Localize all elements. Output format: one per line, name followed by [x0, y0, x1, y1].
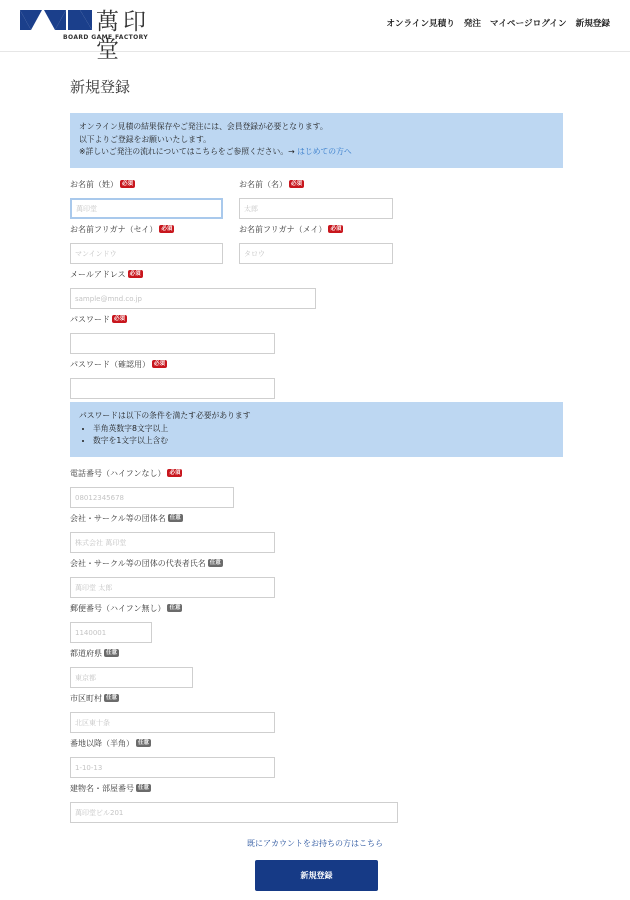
- phone-label: 電話番号（ハイフンなし）: [70, 468, 166, 478]
- page-title: 新規登録: [70, 78, 131, 96]
- optional-badge: 任意: [138, 740, 150, 746]
- building-input[interactable]: [70, 802, 398, 823]
- existing-account-link[interactable]: 既にアカウントをお持ちの方はこちら: [247, 839, 383, 848]
- password-input[interactable]: [70, 333, 275, 354]
- company-label: 会社・サークル等の団体名: [70, 513, 166, 523]
- email-label: メールアドレス: [70, 269, 126, 279]
- required-badge: 必須: [161, 226, 173, 232]
- address-input[interactable]: [70, 757, 275, 778]
- optional-badge: 任意: [106, 650, 118, 656]
- logo[interactable]: [20, 8, 170, 63]
- prefecture-input[interactable]: [70, 667, 193, 688]
- password-rules-title: パスワードは以下の条件を満たす必要があります: [79, 411, 251, 420]
- password-confirm-input[interactable]: [70, 378, 275, 399]
- email-input[interactable]: [70, 288, 316, 309]
- required-badge: 必須: [330, 226, 342, 232]
- city-group: [70, 692, 275, 733]
- phone-group: [70, 467, 234, 508]
- last-name-label: お名前（姓）: [70, 179, 118, 189]
- email-group: [70, 268, 316, 309]
- representative-label: 会社・サークル等の団体の代表者氏名: [70, 558, 206, 568]
- last-name-group: [70, 178, 223, 219]
- info-line-2: 以下よりご登録をお願いいたします。: [79, 134, 211, 144]
- logo-kanji: 萬印堂: [96, 9, 150, 63]
- prefecture-group: [70, 647, 193, 688]
- first-name-input[interactable]: [239, 198, 393, 219]
- nav-register[interactable]: 新規登録: [575, 19, 610, 29]
- password-rule: • 数字を1文字以上含む: [93, 435, 554, 448]
- last-kana-label: お名前フリガナ（セイ）: [70, 224, 158, 234]
- city-input[interactable]: [70, 712, 275, 733]
- last-kana-input[interactable]: [70, 243, 223, 264]
- first-kana-label: お名前フリガナ（メイ）: [239, 224, 327, 234]
- info-line-1: オンライン見積の結果保存やご発注には、会員登録が必要となります。: [79, 122, 328, 131]
- site-header: [0, 0, 630, 63]
- first-time-guide-link[interactable]: はじめての方へ: [297, 147, 352, 156]
- postal-input[interactable]: [70, 622, 152, 643]
- company-group: [70, 512, 275, 553]
- phone-input[interactable]: [70, 487, 234, 508]
- first-name-group: [239, 178, 393, 219]
- postal-label: 郵便番号（ハイフン無し）: [70, 603, 166, 613]
- address-label: 番地以降（半角）: [70, 738, 134, 748]
- register-submit-button[interactable]: 新規登録: [255, 860, 378, 891]
- building-label: 建物名・部屋番号: [70, 783, 134, 793]
- building-group: [70, 782, 398, 823]
- last-kana-group: [70, 223, 223, 264]
- first-kana-input[interactable]: [239, 243, 393, 264]
- optional-badge: 任意: [209, 560, 221, 566]
- registration-info-box: [70, 113, 563, 168]
- last-name-input[interactable]: [70, 198, 223, 219]
- required-badge: 必須: [169, 470, 181, 476]
- nav-mypage-login[interactable]: マイページログイン: [490, 19, 567, 29]
- first-name-label: お名前（名）: [239, 179, 287, 189]
- required-badge: 必須: [291, 181, 303, 187]
- nav-order[interactable]: 発注: [463, 19, 482, 29]
- company-input[interactable]: [70, 532, 275, 553]
- representative-input[interactable]: [70, 577, 275, 598]
- password-label: パスワード: [70, 314, 110, 324]
- optional-badge: 任意: [169, 515, 181, 521]
- required-badge: 必須: [114, 316, 126, 322]
- info-line-3: [79, 146, 554, 159]
- address-group: [70, 737, 275, 778]
- password-rule: • 半角英数字8文字以上: [93, 423, 554, 436]
- representative-group: [70, 557, 275, 598]
- logo-mark-icon: [20, 8, 92, 32]
- password-confirm-group: [70, 358, 275, 399]
- main-nav: [377, 17, 610, 29]
- password-rules-list: [79, 423, 554, 448]
- required-badge: 必須: [129, 271, 141, 277]
- optional-badge: 任意: [169, 605, 181, 611]
- first-kana-group: [239, 223, 393, 264]
- login-link-wrap: [0, 838, 630, 849]
- optional-badge: 任意: [138, 785, 150, 791]
- password-group: [70, 313, 275, 354]
- prefecture-label: 都道府県: [70, 648, 102, 658]
- nav-online-quote[interactable]: オンライン見積り: [386, 19, 455, 29]
- password-rules-box: [70, 402, 563, 457]
- required-badge: 必須: [154, 361, 166, 367]
- logo-subtitle: BOARD GAME FACTORY: [63, 34, 149, 41]
- info-line-3-text: ※詳しいご発注の流れについてはこちらをご参照ください。→: [79, 147, 298, 156]
- required-badge: 必須: [122, 181, 134, 187]
- postal-group: [70, 602, 182, 643]
- city-label: 市区町村: [70, 693, 102, 703]
- password-confirm-label: パスワード（確認用）: [70, 359, 150, 369]
- optional-badge: 任意: [106, 695, 118, 701]
